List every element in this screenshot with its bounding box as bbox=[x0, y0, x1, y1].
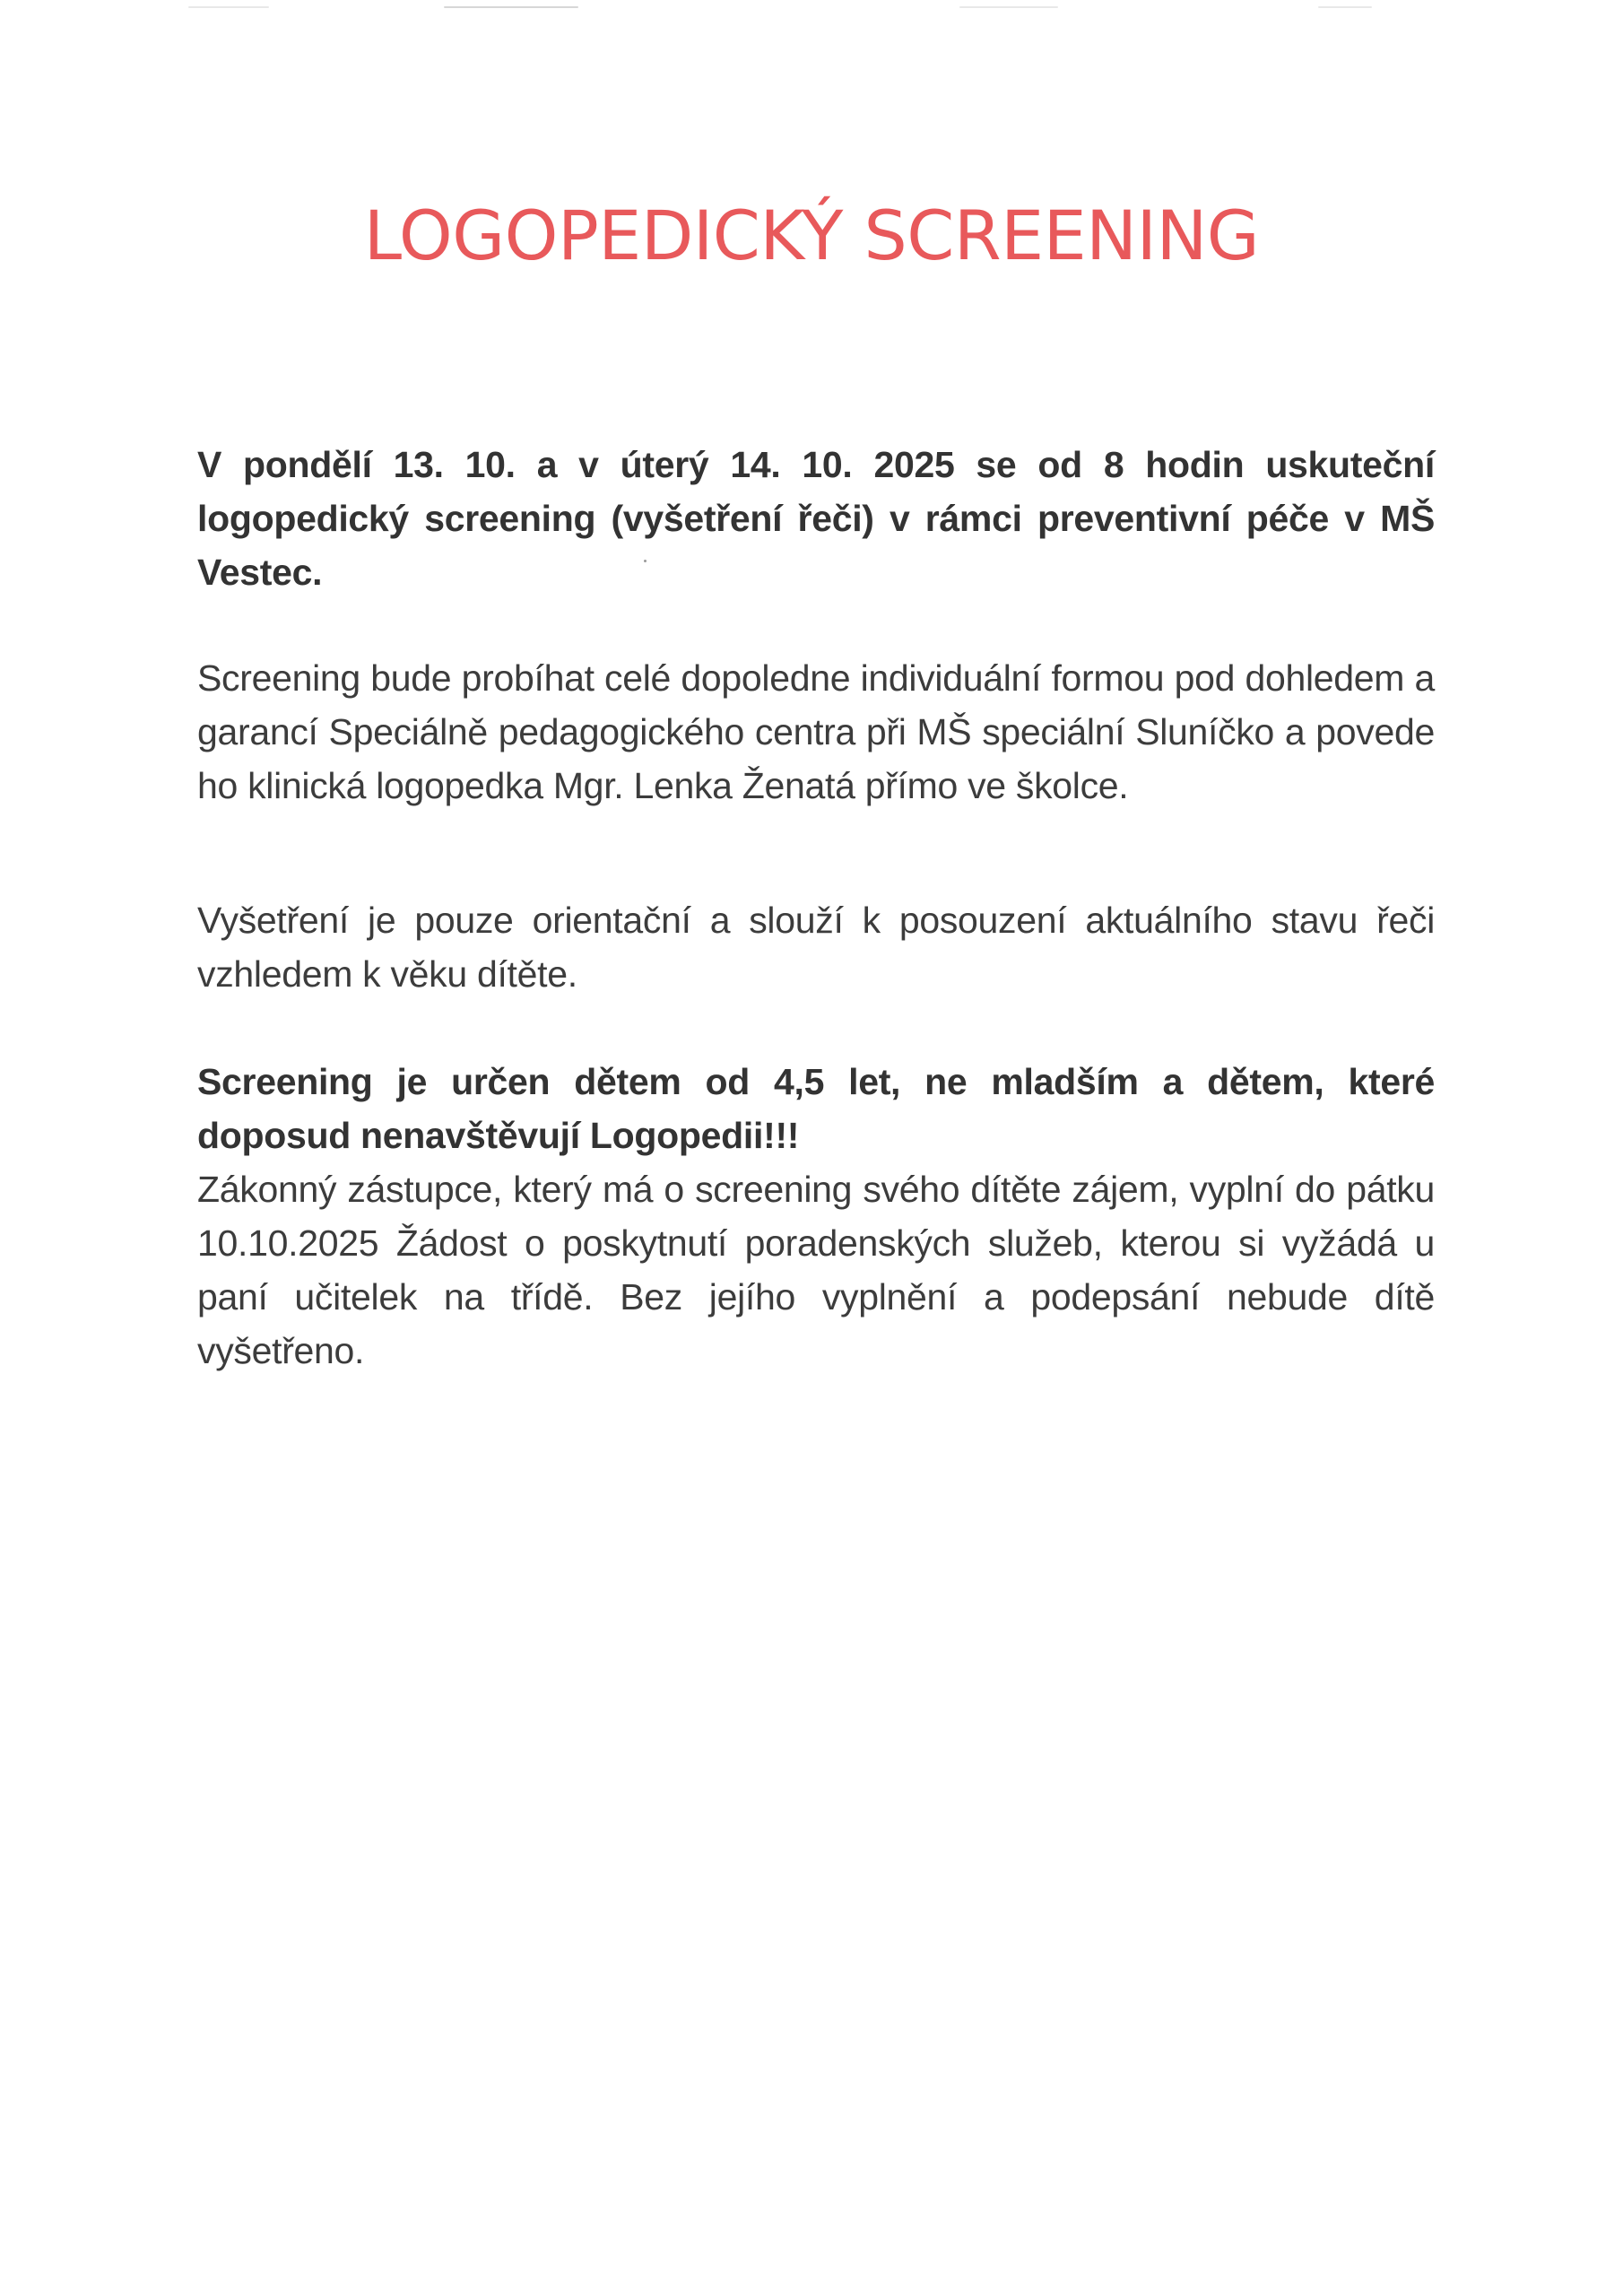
paragraph-procedure: Screening bude probíhat celé dopoledne individuální formou pod dohledem a garancí Speciálně pedagogického centra při MŠ speciální Sluníčko a povede ho klinická logopedka Mgr. Lenka Ženatá přímo ve školce. bbox=[197, 657, 1435, 806]
scan-artifact bbox=[959, 6, 1058, 8]
document-title: LOGOPEDICKÝ SCREENING bbox=[363, 196, 1260, 275]
paragraph-announcement: V pondělí 13. 10. a v úterý 14. 10. 2025 se od 8 hodin uskuteční logopedický screening (vyšetření řeči) v rámci preventivní péče v MŠ Vestec. bbox=[197, 444, 1435, 593]
paragraph-purpose: Vyšetření je pouze orientační a slouží k posouzení aktuálního stavu řeči vzhledem k věku dítěte. bbox=[197, 900, 1435, 995]
paragraph-application: Zákonný zástupce, který má o screening svého dítěte zájem, vyplní do pátku 10.10.2025 Žádost o poskytnutí poradenských služeb, kterou si vyžádá u paní učitelek na třídě. Bez jejího vyplnění a podepsání nebude dítě vyšetřeno. bbox=[197, 1169, 1435, 1371]
scan-artifact bbox=[444, 6, 578, 8]
scan-artifact bbox=[188, 6, 269, 8]
paragraph-eligibility: Screening je určen dětem od 4,5 let, ne mladším a dětem, které doposud nenavštěvují Logopedii!!! bbox=[197, 1061, 1435, 1156]
scan-artifact bbox=[1318, 6, 1372, 8]
